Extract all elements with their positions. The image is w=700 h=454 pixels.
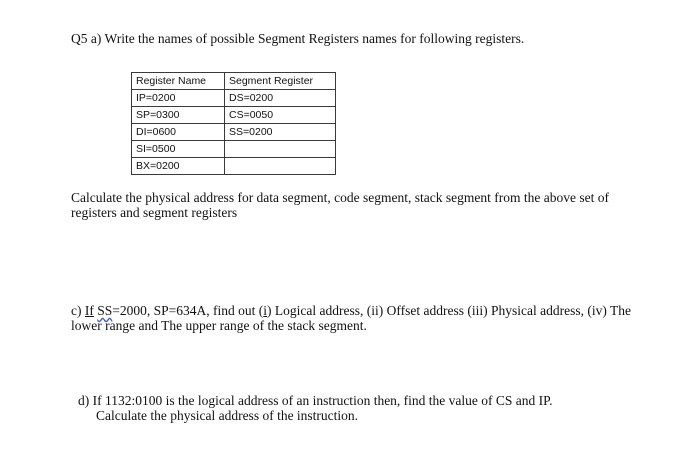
part-c-if: If — [84, 303, 94, 318]
part-c-ss: SS — [97, 303, 113, 318]
table-row — [132, 90, 336, 107]
part-c-i: i — [263, 303, 268, 318]
part-c-rest-2: ) Logical address, (ii) Offset address (iii) Physical address, (iv) The lower range and The upper range of the stack segment. — [71, 303, 631, 333]
table-row — [132, 158, 336, 175]
segment-register-cell: CS=0050 — [225, 107, 336, 124]
part-b-text: Calculate the physical address for data segment, code segment, stack segment from the above set of registers and segment registers — [71, 190, 609, 220]
register-name-cell: BX=0200 — [132, 158, 225, 175]
part-c-text — [71, 303, 641, 333]
header-segment-register: Segment Register — [225, 73, 336, 90]
part-d-text — [78, 393, 638, 423]
table-row — [132, 107, 336, 124]
table-row — [132, 124, 336, 141]
register-name-cell: SI=0500 — [132, 141, 225, 158]
table-row — [132, 141, 336, 158]
header-register-name: Register Name — [132, 73, 225, 90]
segment-register-cell — [225, 141, 336, 158]
register-name-cell: SP=0300 — [132, 107, 225, 124]
question-heading: Q5 a) Write the names of possible Segment Registers names for following registers. — [71, 31, 525, 46]
part-c-prefix: c) — [71, 303, 85, 318]
table-header-row — [132, 73, 336, 90]
segment-register-cell — [225, 158, 336, 175]
register-name-cell: DI=0600 — [132, 124, 225, 141]
part-d-line-1: d) If 1132:0100 is the logical address of an instruction then, find the value of CS and IP. — [78, 393, 553, 408]
part-c-rest-1: =2000, SP=634A, find out ( — [112, 303, 264, 318]
segment-register-cell: DS=0200 — [225, 90, 336, 107]
register-name-cell: IP=0200 — [132, 90, 225, 107]
part-d-line-2: Calculate the physical address of the instruction. — [96, 408, 359, 423]
register-table — [131, 72, 336, 175]
segment-register-cell: SS=0200 — [225, 124, 336, 141]
